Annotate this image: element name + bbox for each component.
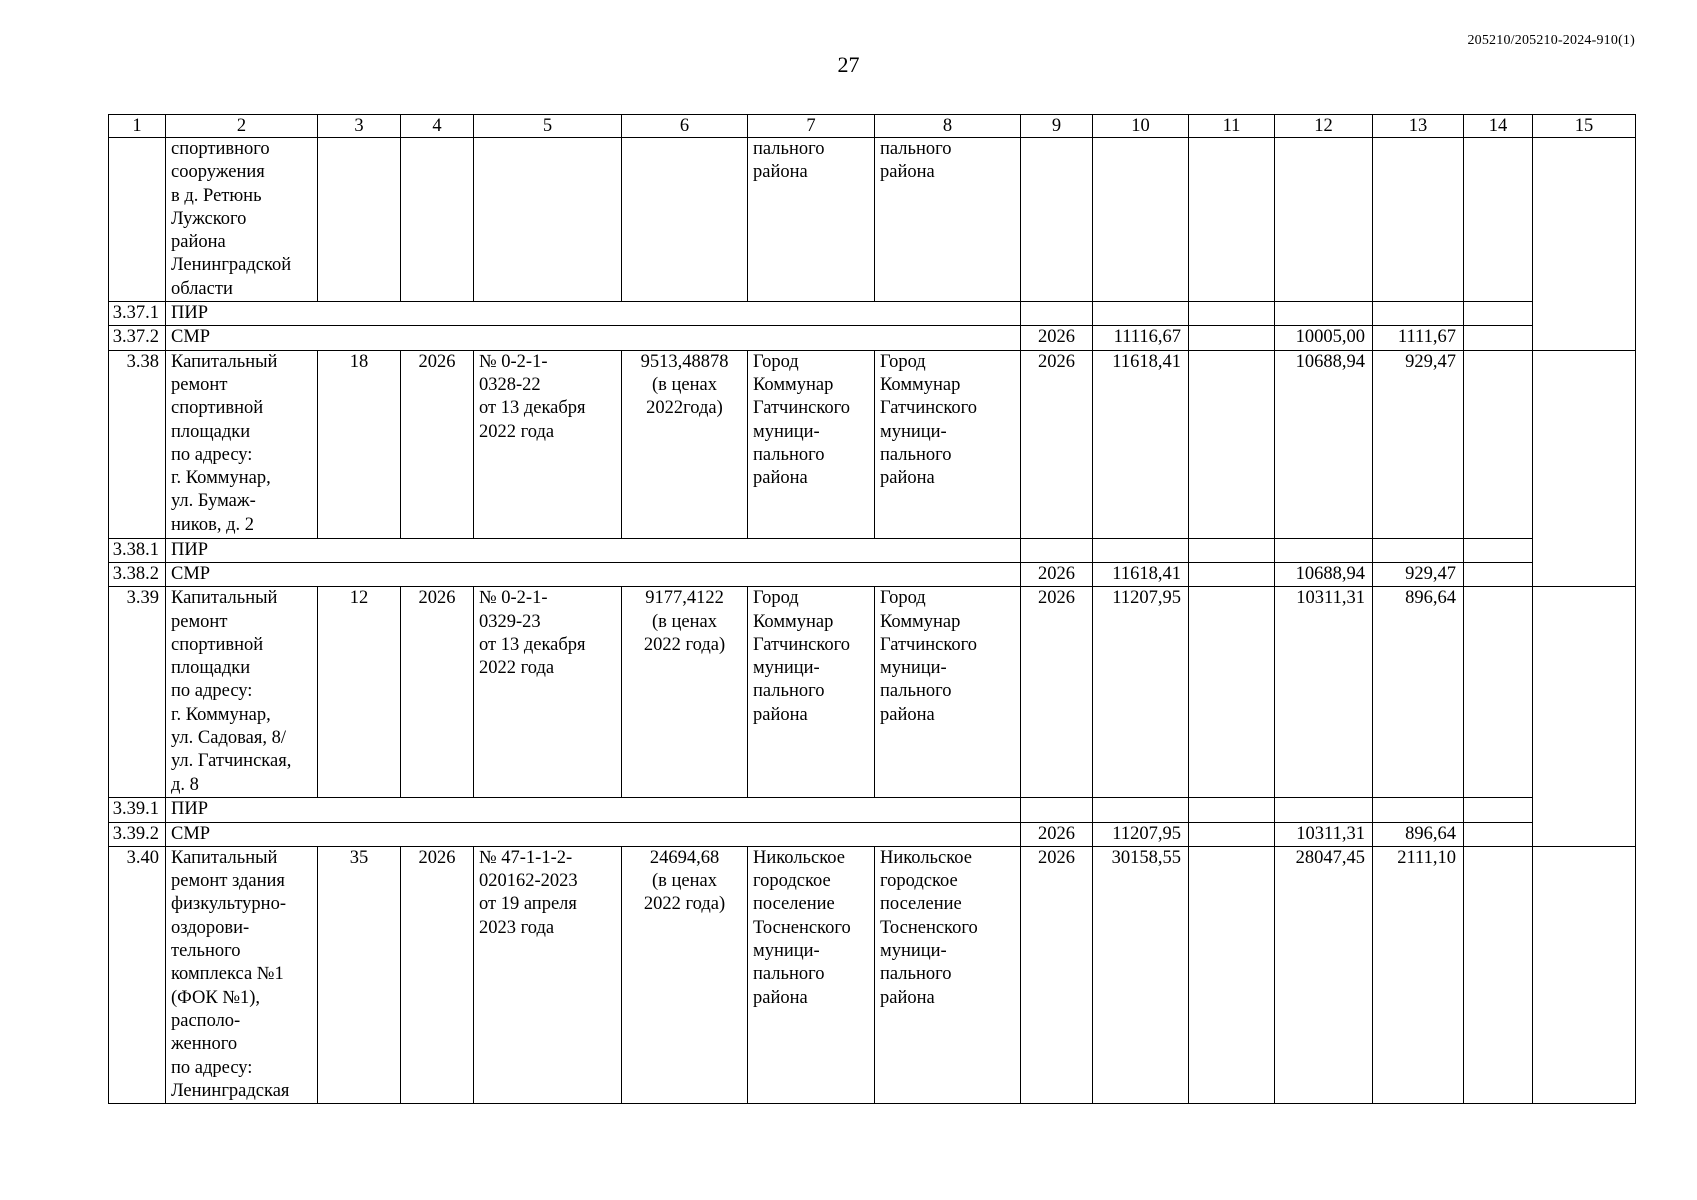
year-cell: 2026 [1021, 326, 1093, 350]
column-number-row [109, 115, 1636, 138]
cell [1275, 138, 1373, 302]
regional-budget-cell: 10688,94 [1275, 350, 1373, 538]
stage-label: ПИР [166, 798, 1021, 822]
stage-label: СМР [166, 562, 1021, 586]
estimate-cost-cell: 9513,48878 (в ценах 2022года) [622, 350, 748, 538]
cell [1464, 138, 1533, 302]
stage-label: ПИР [166, 302, 1021, 326]
cell [318, 138, 401, 302]
row-code: 3.39.1 [109, 798, 166, 822]
cell [1464, 822, 1533, 846]
year-cell: 2026 [1021, 846, 1093, 1103]
row-code: 3.40 [109, 846, 166, 1103]
row-code: 3.38 [109, 350, 166, 538]
cell [1189, 822, 1275, 846]
table-row [109, 562, 1636, 586]
col-header: 11 [1189, 115, 1275, 138]
col-header: 3 [318, 115, 401, 138]
local-budget-cell: 929,47 [1373, 562, 1464, 586]
estimate-cost-cell: 9177,4122 (в ценах 2022 года) [622, 587, 748, 798]
regional-budget-cell: 10311,31 [1275, 822, 1373, 846]
local-budget-cell: 896,64 [1373, 587, 1464, 798]
cell [1464, 587, 1533, 798]
cell [1021, 138, 1093, 302]
col-header: 13 [1373, 115, 1464, 138]
cell [1533, 138, 1636, 351]
cell [1275, 538, 1373, 562]
cell [1093, 798, 1189, 822]
expertise-cell: № 0-2-1- 0329-23 от 13 декабря 2022 года [474, 587, 622, 798]
customer-cell: Город Коммунар Гатчинского муници- пального района [748, 350, 875, 538]
row-code: 3.39 [109, 587, 166, 798]
cell [1373, 798, 1464, 822]
local-budget-cell: 896,64 [1373, 822, 1464, 846]
cell [1093, 138, 1189, 302]
year-cell: 2026 [1021, 562, 1093, 586]
cell [1189, 798, 1275, 822]
cell [109, 138, 166, 302]
col-header: 15 [1533, 115, 1636, 138]
customer-cell: пального района [748, 138, 875, 302]
row-code: 3.37.1 [109, 302, 166, 326]
object-name-cell: спортивного сооружения в д. Ретюнь Лужского района Ленинградской области [166, 138, 318, 302]
cell [1464, 538, 1533, 562]
cell [1275, 302, 1373, 326]
cell [1189, 302, 1275, 326]
cell [1533, 350, 1636, 587]
col-header: 5 [474, 115, 622, 138]
local-budget-cell: 2111,10 [1373, 846, 1464, 1103]
table-row [109, 822, 1636, 846]
cell [1189, 326, 1275, 350]
cell [1021, 538, 1093, 562]
table-row [109, 302, 1636, 326]
year-cell: 2026 [401, 846, 474, 1103]
cell [1373, 138, 1464, 302]
col-header: 9 [1021, 115, 1093, 138]
col-header: 14 [1464, 115, 1533, 138]
row-code: 3.38.2 [109, 562, 166, 586]
table-row [109, 846, 1636, 1103]
year-cell: 2026 [401, 350, 474, 538]
regional-budget-cell: 28047,45 [1275, 846, 1373, 1103]
regional-budget-cell: 10688,94 [1275, 562, 1373, 586]
object-name-cell: Капитальный ремонт здания физкультурно- оздорови- тельного комплекса №1 (ФОК №1), располо- женного по адресу: Ленинградская [166, 846, 318, 1103]
col-header: 7 [748, 115, 875, 138]
cell [1464, 562, 1533, 586]
total-cell: 11116,67 [1093, 326, 1189, 350]
object-name-cell: Капитальный ремонт спортивной площадки по адресу: г. Коммунар, ул. Бумаж- ников, д. 2 [166, 350, 318, 538]
table-row [109, 350, 1636, 538]
developer-cell: Город Коммунар Гатчинского муници- пального района [875, 587, 1021, 798]
year-cell: 2026 [1021, 822, 1093, 846]
cell [1189, 562, 1275, 586]
capacity-cell: 35 [318, 846, 401, 1103]
year-cell: 2026 [1021, 587, 1093, 798]
cell [1533, 587, 1636, 847]
table-row [109, 587, 1636, 798]
cell [1464, 302, 1533, 326]
cell [1093, 538, 1189, 562]
col-header: 6 [622, 115, 748, 138]
col-header: 8 [875, 115, 1021, 138]
cell [401, 138, 474, 302]
regional-budget-cell: 10005,00 [1275, 326, 1373, 350]
cell [1189, 538, 1275, 562]
stage-label: СМР [166, 822, 1021, 846]
cell [1189, 138, 1275, 302]
document-id: 205210/205210-2024-910(1) [1467, 33, 1635, 48]
customer-cell: Никольское городское поселение Тосненского муници- пального района [748, 846, 875, 1103]
table-row [109, 538, 1636, 562]
cell [1373, 538, 1464, 562]
total-cell: 11207,95 [1093, 822, 1189, 846]
cell [1189, 350, 1275, 538]
cell [1464, 326, 1533, 350]
object-name-cell: Капитальный ремонт спортивной площадки по адресу: г. Коммунар, ул. Садовая, 8/ ул. Гатчинская, д. 8 [166, 587, 318, 798]
regional-budget-cell: 10311,31 [1275, 587, 1373, 798]
stage-label: ПИР [166, 538, 1021, 562]
cell [1189, 587, 1275, 798]
total-cell: 11207,95 [1093, 587, 1189, 798]
table-row [109, 798, 1636, 822]
col-header: 1 [109, 115, 166, 138]
capacity-cell: 18 [318, 350, 401, 538]
local-budget-cell: 1111,67 [1373, 326, 1464, 350]
col-header: 10 [1093, 115, 1189, 138]
row-code: 3.37.2 [109, 326, 166, 350]
table-row [109, 326, 1636, 350]
col-header: 12 [1275, 115, 1373, 138]
cell [1373, 302, 1464, 326]
cell [1093, 302, 1189, 326]
developer-cell: Город Коммунар Гатчинского муници- пального района [875, 350, 1021, 538]
estimate-cost-cell: 24694,68 (в ценах 2022 года) [622, 846, 748, 1103]
cell [1275, 798, 1373, 822]
total-cell: 30158,55 [1093, 846, 1189, 1103]
cell [622, 138, 748, 302]
table-row [109, 138, 1636, 302]
cell [1533, 846, 1636, 1103]
customer-cell: Город Коммунар Гатчинского муници- пального района [748, 587, 875, 798]
total-cell: 11618,41 [1093, 350, 1189, 538]
cell [1464, 798, 1533, 822]
year-cell: 2026 [1021, 350, 1093, 538]
developer-cell: Никольское городское поселение Тосненского муници- пального района [875, 846, 1021, 1103]
expertise-cell: № 47-1-1-2- 020162-2023 от 19 апреля 2023 года [474, 846, 622, 1103]
cell [1464, 846, 1533, 1103]
developer-cell: пального района [875, 138, 1021, 302]
page-number: 27 [837, 52, 860, 77]
cell [1021, 798, 1093, 822]
row-code: 3.39.2 [109, 822, 166, 846]
year-cell: 2026 [401, 587, 474, 798]
cell [1464, 350, 1533, 538]
budget-table [108, 114, 1636, 1104]
col-header: 4 [401, 115, 474, 138]
local-budget-cell: 929,47 [1373, 350, 1464, 538]
row-code: 3.38.1 [109, 538, 166, 562]
expertise-cell: № 0-2-1- 0328-22 от 13 декабря 2022 года [474, 350, 622, 538]
col-header: 2 [166, 115, 318, 138]
cell [1189, 846, 1275, 1103]
capacity-cell: 12 [318, 587, 401, 798]
cell [474, 138, 622, 302]
total-cell: 11618,41 [1093, 562, 1189, 586]
stage-label: СМР [166, 326, 1021, 350]
cell [1021, 302, 1093, 326]
